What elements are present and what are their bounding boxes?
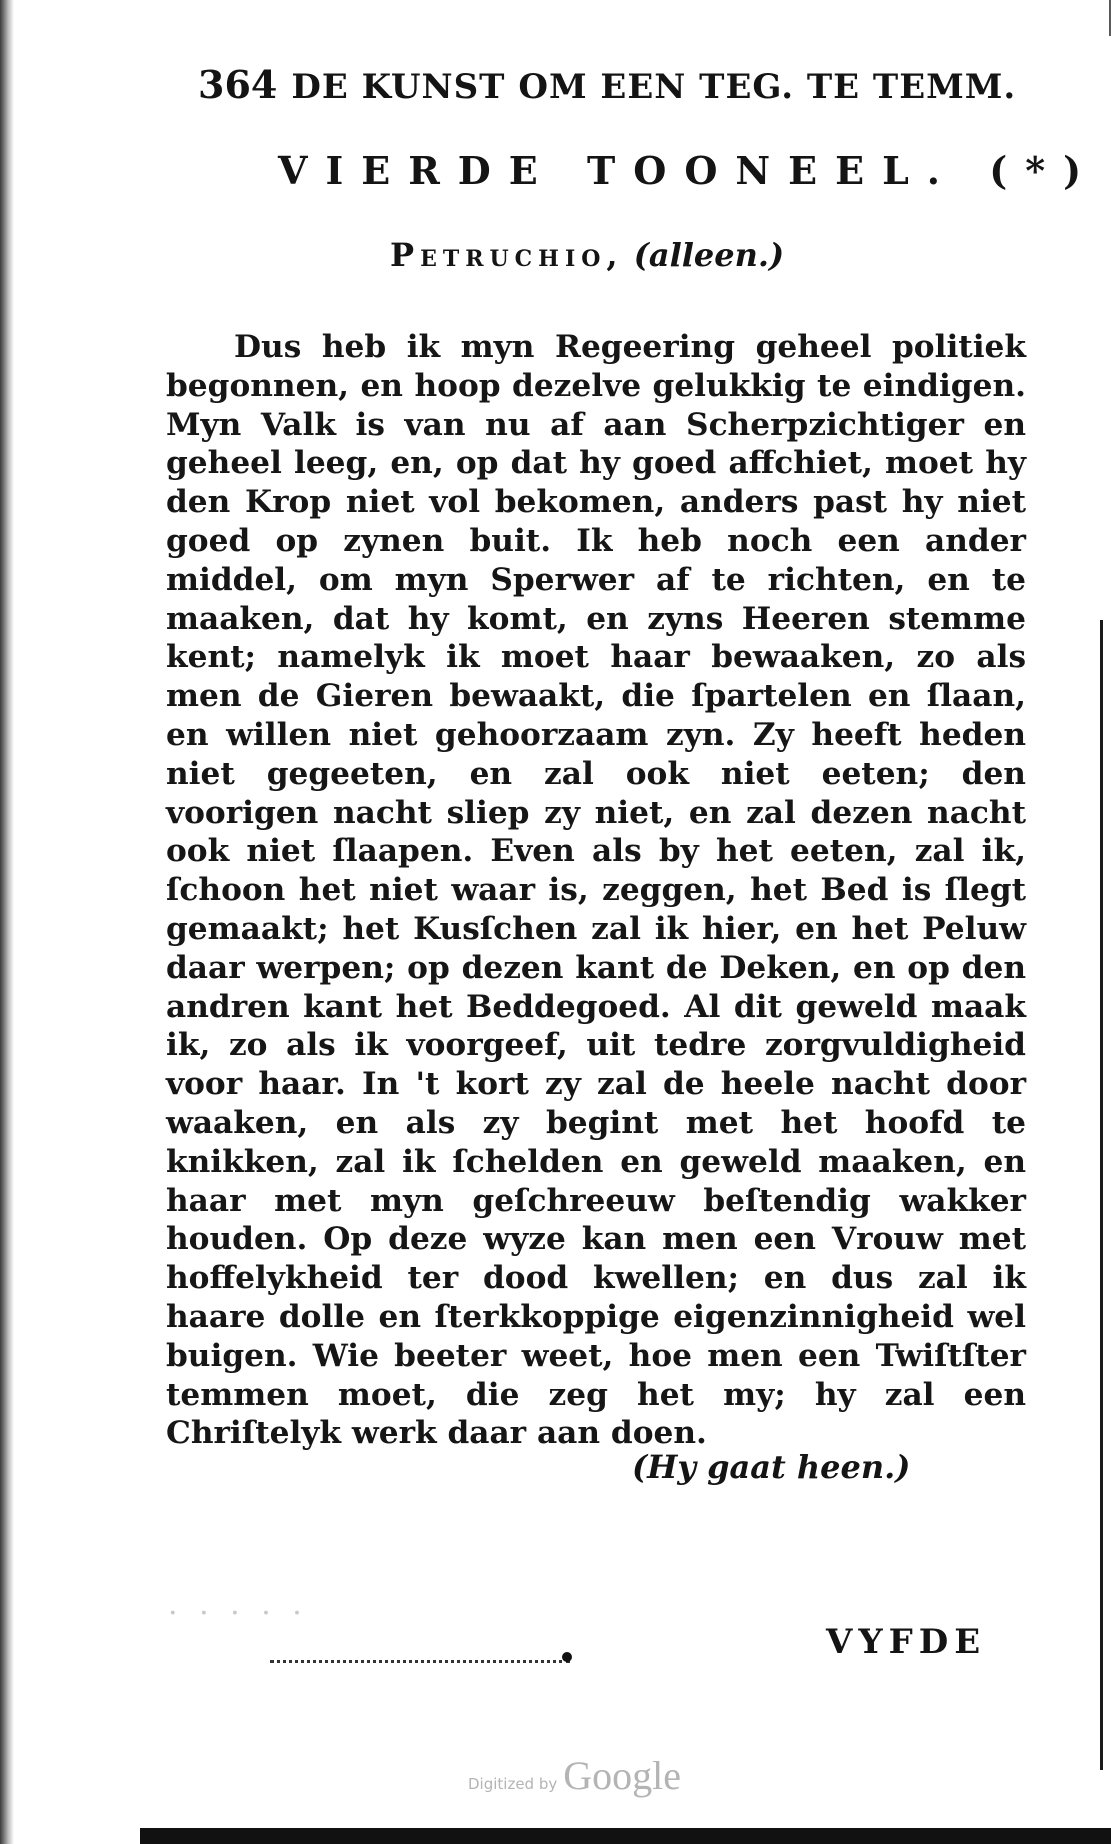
running-title: DE KUNST OM EEN TEG. TE TEMM. [291, 67, 1017, 107]
watermark-brand: Google [563, 1753, 682, 1798]
speaker-direction: (alleen.) [633, 236, 785, 274]
speaker-heading [390, 236, 950, 274]
page-bottom-edge [140, 1828, 1111, 1844]
page-number: 364 [198, 62, 278, 107]
speaker-name: Petruchio, [390, 236, 624, 274]
watermark-prefix: Digitized by [468, 1775, 558, 1793]
catchword: VYFDE [826, 1622, 987, 1662]
scene-title: VIERDE TOONEEL. (*) [278, 148, 1100, 193]
page-edge-left [0, 0, 14, 1844]
speech-paragraph: Dus heb ik myn Regeering geheel politiek begonnen, en hoop dezelve gelukkig te eindigen. Myn Valk is van nu af aan Scherpzichtiger en geheel leeg, en, op dat hy goed affchiet, moet hy den Krop niet vol bekomen, anders past hy niet goed op zynen buit. Ik heb noch een ander middel, om myn Sperwer af te richten, en te maaken, dat hy komt, en zyns Heeren stemme kent; namelyk ik moet haar bewaaken, zo als men de Gieren bewaakt, die ſpartelen en ſlaan, en willen niet gehoorzaam zyn. Zy heeft heden niet gegeeten, en zal ook niet eeten; den voorigen nacht sliep zy niet, en zal dezen nacht ook niet ſlaapen. Even als by het eeten, zal ik, ſchoon het niet waar is, zeggen, het Bed is ſlegt gemaakt; het Kusſchen zal ik hier, en het Peluw daar werpen; op dezen kant de Deken, en op den andren kant het Beddegoed. Al dit geweld maak ik, zo als ik voorgeef, uit tedre zorgvuldigheid voor haar. In 't kort zy zal de heele nacht door waaken, en als zy begint met het hoofd te knikken, zal ik ſchelden en geweld maaken, en haar met myn geſchreeuw beſtendig wakker houden. Op deze wyze kan men een Vrouw met hoffelykheid ter dood kwellen; en dus zal ik haare dolle en ſterkkoppige eigenzinnigheid wel buigen. Wie beeter weet, hoe men een Twiſtſter temmen moet, die zeg het my; hy zal een Chriſtelyk werk daar aan doen. [166, 329, 1026, 1452]
ink-smudge-dot [562, 1652, 572, 1662]
ink-smudge-line [270, 1660, 570, 1666]
running-header [198, 62, 1018, 108]
bleed-through-mark: · · · · · [168, 1596, 308, 1631]
exit-direction: (Hy gaat heen.) [632, 1448, 911, 1486]
digitized-watermark [468, 1752, 708, 1799]
page-edge-right [1100, 620, 1103, 1770]
